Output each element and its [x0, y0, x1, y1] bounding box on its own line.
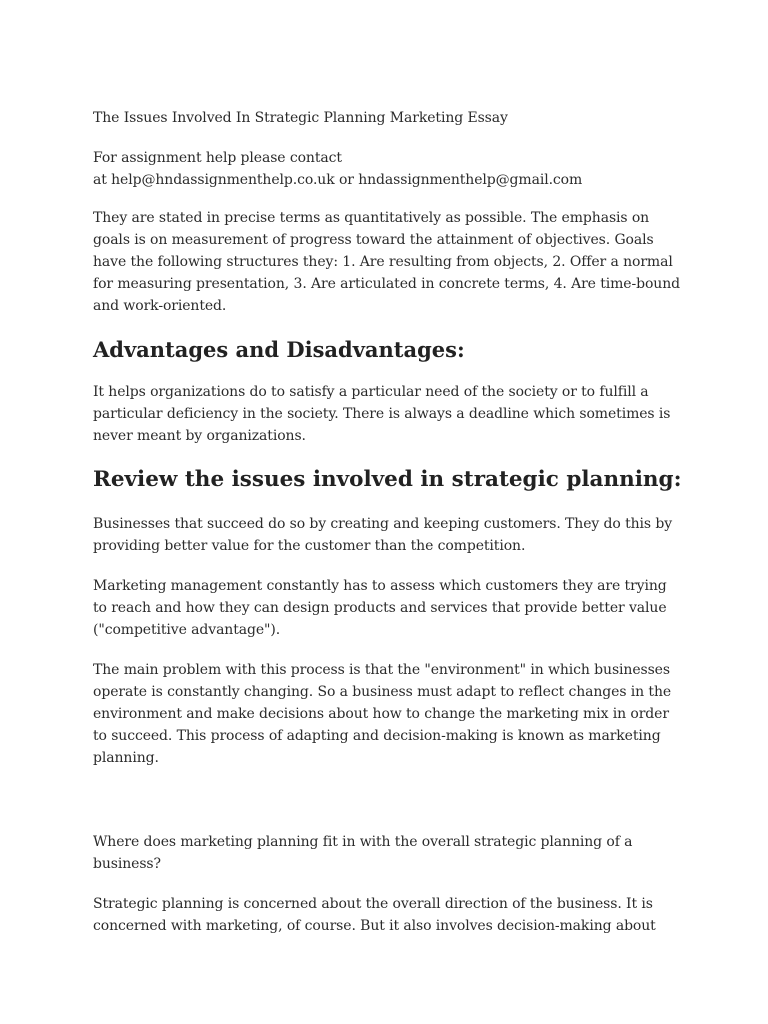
review-paragraph-strategic-planning: Strategic planning is concerned about the overall direction of the business. It is concerned with marketing, of course. But it also involves decision-making about: [93, 896, 656, 934]
contact-info: [93, 147, 683, 191]
review-paragraph-environment: The main problem with this process is that the "environment" in which businesses operate is constantly changing. So a business must adapt to reflect changes in the environment and make decisions about how to change the marketing mix in order to succeed. This process of adapting and decision-making is known as marketing planning.: [93, 662, 672, 766]
advantages-paragraph: It helps organizations do to satisfy a particular need of the society or to fulfill a particular deficiency in the society. There is always a deadline which sometimes is never meant by organizations.: [93, 384, 671, 444]
review-paragraph-marketing-management: Marketing management constantly has to assess which customers they are trying to reach and how they can design products and services that provide better value ("competitive advantage").: [93, 578, 667, 638]
review-paragraph-customers: Businesses that succeed do so by creating and keeping customers. They do this by providing better value for the customer than the competition.: [93, 516, 673, 554]
section-heading-advantages: Advantages and Disadvantages:: [93, 337, 465, 362]
document-title: The Issues Involved In Strategic Planning Marketing Essay: [93, 110, 508, 126]
section-heading-review: Review the issues involved in strategic planning:: [93, 467, 682, 492]
document-page: [93, 107, 683, 937]
review-paragraph-question: Where does marketing planning fit in with the overall strategic planning of a business?: [93, 834, 633, 872]
contact-line-1: For assignment help please contact: [93, 150, 342, 166]
contact-line-2: at help@hndassignmenthelp.co.uk or hndassignmenthelp@gmail.com: [93, 172, 583, 188]
intro-paragraph: They are stated in precise terms as quantitatively as possible. The emphasis on goals is on measurement of progress toward the attainment of objectives. Goals have the following structures they: 1. Are resulting from objects, 2. Offer a normal for measuring presentation, 3. Are articulated in concrete terms, 4. Are time-bound and work-oriented.: [93, 210, 681, 314]
